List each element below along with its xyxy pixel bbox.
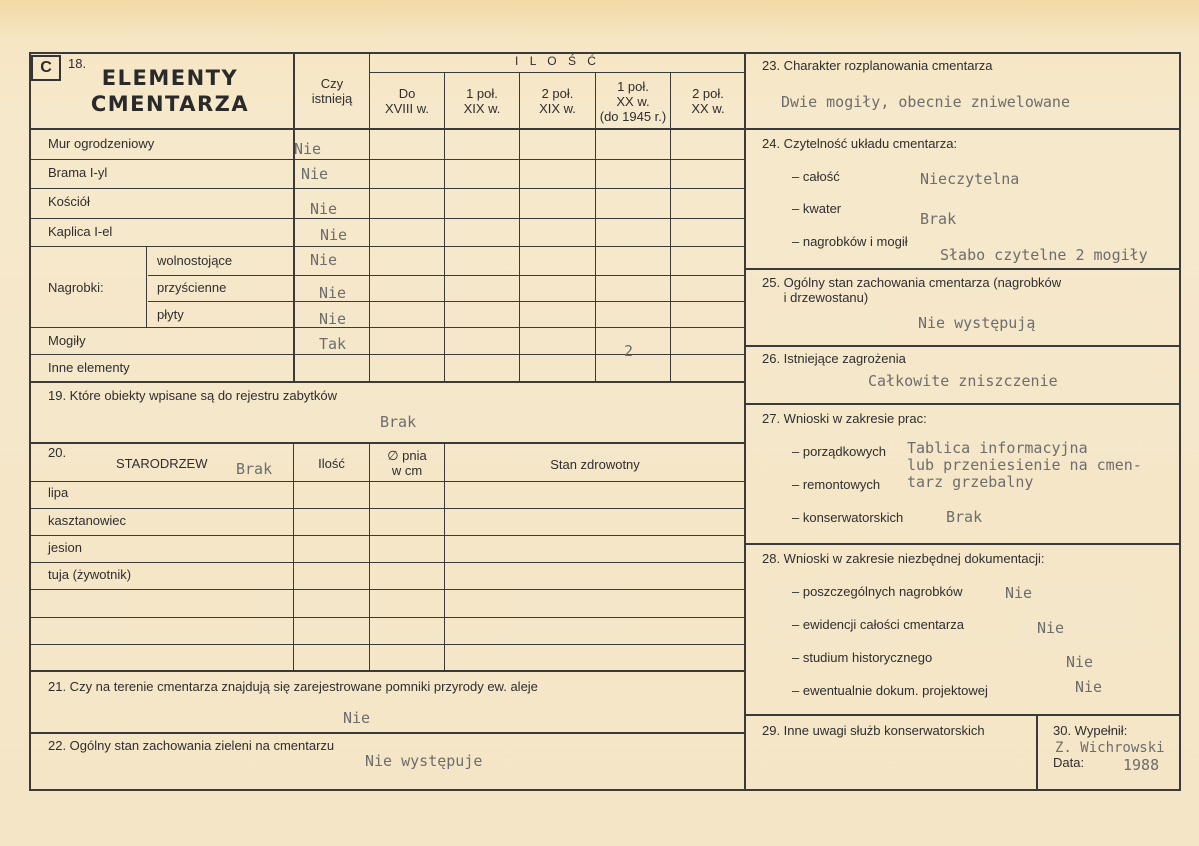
- element-answer: Nie: [319, 310, 347, 328]
- q24-row-label: – całość: [792, 169, 840, 184]
- q19-label: 19. Które obiekty wpisane są do rejestru zabytków: [48, 388, 338, 403]
- q23-label: 23. Charakter rozplanowania cmentarza: [762, 58, 993, 73]
- element-answer: Nie: [294, 140, 322, 158]
- q27-row-label: – porządkowych: [792, 444, 886, 459]
- section-18-number: 18.: [68, 56, 87, 71]
- q27-row-label: – remontowych: [792, 477, 881, 492]
- frame-right: [1179, 52, 1181, 791]
- period-header-2: 2 poł. XIX w.: [539, 86, 576, 116]
- title-line2: CMENTARZA: [90, 92, 250, 116]
- q27-row-answer: Tablica informacyjna lub przeniesienie na cmen- tarz grzebalny: [907, 439, 1142, 491]
- frame-bottom: [29, 789, 1181, 791]
- q20-col-trunk: ∅ pnia w cm: [387, 448, 427, 478]
- nagrobki-label: Nagrobki:: [48, 280, 104, 295]
- element-label: Brama I-yl: [48, 165, 108, 180]
- q23-answer: Dwie mogiły, obecnie zniwelowane: [781, 93, 1070, 111]
- period-header-4: 2 poł. XX w.: [691, 86, 725, 116]
- element-answer: Nie: [301, 165, 329, 183]
- q24-row-answer: Słabo czytelne 2 mogiły: [940, 246, 1148, 264]
- period-header-0: Do XVIII w.: [384, 86, 430, 116]
- element-label: Inne elementy: [48, 360, 130, 375]
- q30-name: Z. Wichrowski: [1055, 740, 1165, 756]
- section-letter-box: C: [31, 55, 61, 81]
- q24-row-label: – nagrobków i mogił: [792, 234, 908, 249]
- q19-answer: Brak: [380, 413, 417, 431]
- q22-label: 22. Ogólny stan zachowania zieleni na cmentarzu: [48, 738, 335, 753]
- element-label: przyścienne: [157, 280, 227, 295]
- col-exists-header: Czy istnieją: [311, 76, 353, 106]
- title-line1: ELEMENTY: [101, 66, 239, 90]
- q20-col-health: Stan zdrowotny: [550, 457, 640, 472]
- q28-row-answer: Nie: [1075, 678, 1103, 696]
- tree-row: tuja (żywotnik): [48, 567, 132, 582]
- q26-label: 26. Istniejące zagrożenia: [762, 351, 906, 366]
- element-label: Kaplica I-el: [48, 224, 113, 239]
- element-label: płyty: [157, 307, 184, 322]
- q29-label: 29. Inne uwagi służb konserwatorskich: [762, 723, 985, 738]
- q28-row-answer: Nie: [1066, 653, 1094, 671]
- q27-label: 27. Wnioski w zakresie prac:: [762, 411, 927, 426]
- q24-row-answer: Brak: [920, 210, 957, 228]
- q30-date: 1988: [1123, 756, 1160, 774]
- q20-answer: Brak: [236, 460, 273, 478]
- period-header-3: 1 poł. XX w. (do 1945 r.): [599, 79, 667, 124]
- tree-row: jesion: [48, 540, 82, 555]
- q28-row-label: – ewentualnie dokum. projektowej: [792, 683, 988, 698]
- q28-row-answer: Nie: [1005, 584, 1033, 602]
- q26-answer: Całkowite zniszczenie: [868, 372, 1058, 390]
- q21-label: 21. Czy na terenie cmentarza znajdują się zarejestrowane pomniki przyrody ew. aleje: [48, 679, 538, 694]
- col-quantity-header: I L O Ś Ć: [515, 54, 600, 68]
- period-header-1: 1 poł. XIX w.: [463, 86, 501, 116]
- q28-row-answer: Nie: [1037, 619, 1065, 637]
- element-answer: Nie: [320, 226, 348, 244]
- q24-row-label: – kwater: [792, 201, 842, 216]
- frame-top: [29, 52, 1181, 54]
- element-label: Mogiły: [48, 333, 86, 348]
- q20-col-count: Ilość: [318, 456, 345, 471]
- tree-row: lipa: [48, 485, 69, 500]
- q25-label: 25. Ogólny stan zachowania cmentarza (nagrobków i drzewostanu): [762, 275, 1062, 305]
- q21-answer: Nie: [343, 709, 371, 727]
- tree-row: kasztanowiec: [48, 513, 127, 528]
- q20-number: 20.: [48, 445, 67, 460]
- element-answer: Tak: [319, 335, 347, 353]
- q22-answer: Nie występuje: [365, 752, 483, 770]
- q24-label: 24. Czytelność układu cmentarza:: [762, 136, 958, 151]
- mogily-count-1945: 2: [624, 342, 634, 360]
- q28-row-label: – poszczególnych nagrobków: [792, 584, 963, 599]
- element-answer: Nie: [310, 251, 338, 269]
- q27-row-answer: Brak: [946, 508, 983, 526]
- element-label: wolnostojące: [157, 253, 233, 268]
- q28-row-label: – ewidencji całości cmentarza: [792, 617, 964, 632]
- q25-answer: Nie występują: [918, 314, 1036, 332]
- q30-label: 30. Wypełnił:: [1053, 723, 1128, 738]
- q20-title: STARODRZEW: [116, 456, 208, 471]
- q24-row-answer: Nieczytelna: [920, 170, 1020, 188]
- element-answer: Nie: [310, 200, 338, 218]
- element-label: Kościół: [48, 194, 90, 209]
- main-divider: [744, 52, 746, 791]
- q30-date-label: Data:: [1053, 755, 1085, 770]
- q28-label: 28. Wnioski w zakresie niezbędnej dokumentacji:: [762, 551, 1045, 566]
- q28-row-label: – studium historycznego: [792, 650, 933, 665]
- element-answer: Nie: [319, 284, 347, 302]
- element-label: Mur ogrodzeniowy: [48, 136, 155, 151]
- q27-row-label: – konserwatorskich: [792, 510, 904, 525]
- frame-left: [29, 52, 31, 791]
